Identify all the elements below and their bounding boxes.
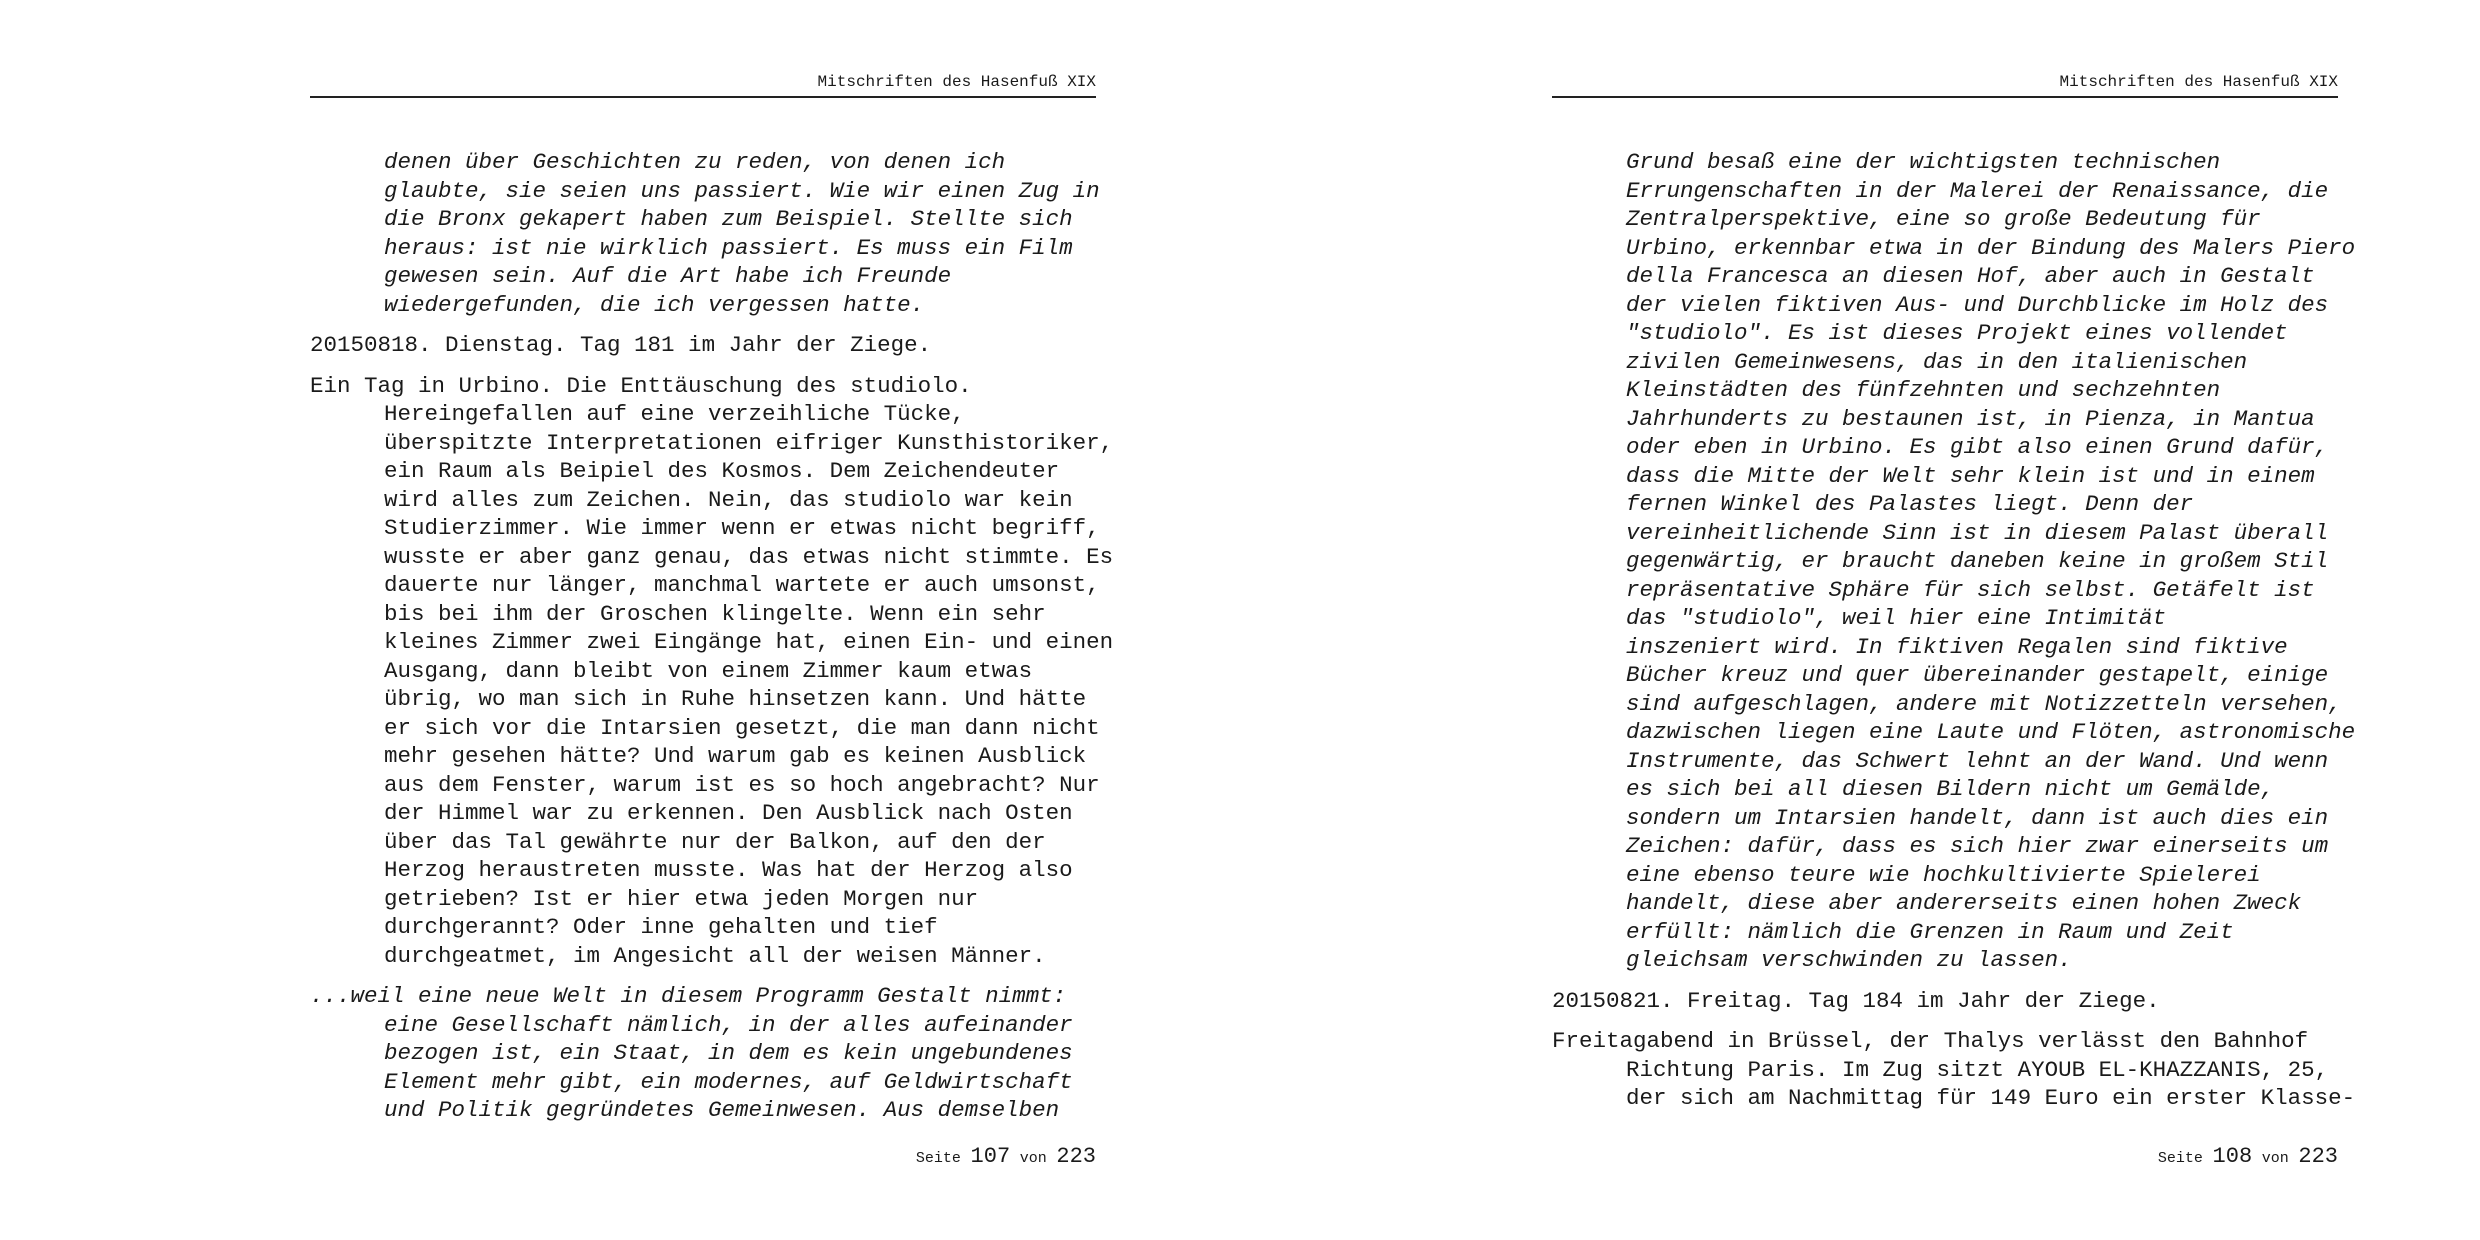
text-line: mehr gesehen hätte? Und warum gab es keinen Ausblick [384,743,1087,769]
text-line: zivilen Gemeinwesens, das in den italienischen [1626,348,2248,375]
page-number: 108 [2212,1144,2253,1169]
text-line: Herzog heraustreten musste. Was hat der Herzog also [384,857,1073,883]
text-line: Kleinstädten des fünfzehnten und sechzehnten [1626,377,2221,403]
text-line: denen über Geschichten zu reden, von denen ich [384,149,1006,175]
footer-von-label: von [1019,1150,1047,1167]
text-line: Urbino, erkennbar etwa in der Bindung des Malers Piero [1626,234,2356,261]
text-line: die Bronx gekapert haben zum Beispiel. Stellte sich [384,206,1073,232]
text-line: eine Gesellschaft nämlich, in der alles aufeinander [384,1011,1073,1038]
paragraph [1552,987,2338,1016]
text-line: wiedergefunden, die ich vergessen hatte. [384,291,925,318]
text-line: kleines Zimmer zwei Eingänge hat, einen Ein- und einen [384,629,1114,655]
text-line: fernen Winkel des Palastes liegt. Denn der [1626,491,2194,517]
text-line: Zeichen: dafür, dass es sich hier zwar einerseits um [1626,833,2329,859]
text-line: glaubte, sie seien uns passiert. Wie wir einen Zug in [384,177,1100,204]
text-line: handelt, diese aber andererseits einen hohen Zweck [1626,890,2302,916]
paragraph [310,331,1096,360]
text-line: wusste er aber ganz genau, das etwas nicht stimmte. Es [384,543,1114,570]
text-line: getrieben? Ist er hier etwa jeden Morgen nur [384,885,979,912]
page-number: 107 [970,1144,1011,1169]
page-footer [1552,1144,2338,1169]
text-line: ...weil eine neue Welt in diesem Programm Gestalt nimmt: [310,983,1067,1009]
text-line: Element mehr gibt, ein modernes, auf Geldwirtschaft [384,1068,1073,1095]
text-line: eine ebenso teure wie hochkultivierte Spielerei [1626,861,2261,888]
paragraph [310,982,1096,1125]
text-line: bis bei ihm der Groschen klingelte. Wenn ein sehr [384,600,1046,627]
paragraph [1552,148,2356,975]
running-header: Mitschriften des Hasenfuß XIX [817,73,1096,91]
paragraph [310,372,1114,971]
text-line: gegenwärtig, er braucht daneben keine in großem Stil [1626,548,2329,574]
page-total: 223 [2298,1144,2338,1169]
text-line: sind aufgeschlagen, andere mit Notizzetteln versehen, [1626,690,2342,717]
header-rule [1552,96,2338,98]
page-body [310,148,1114,1125]
text-line: ein Raum als Beipiel des Kosmos. Dem Zeichendeuter [384,458,1060,484]
text-line: Jahrhunderts zu bestaunen ist, in Pienza, in Mantua [1626,405,2315,432]
text-line: Bücher kreuz und quer übereinander gestapelt, einige [1626,662,2329,688]
text-line: gleichsam verschwinden zu lassen. [1626,947,2072,973]
text-line: wird alles zum Zeichen. Nein, das studiolo war kein [384,486,1073,513]
footer-seite-label: Seite [2157,1150,2203,1167]
text-line: vereinheitlichende Sinn ist in diesem Palast überall [1626,519,2329,546]
text-line: 20150818. Dienstag. Tag 181 im Jahr der Ziege. [310,332,932,358]
text-line: Instrumente, das Schwert lehnt an der Wand. Und wenn [1626,747,2329,774]
text-line: Hereingefallen auf eine verzeihliche Tücke, [384,401,965,427]
paragraph [1552,1027,2356,1113]
text-line: Freitagabend in Brüssel, der Thalys verlässt den Bahnhof [1552,1028,2309,1054]
text-line: Errungenschaften in der Malerei der Renaissance, die [1626,177,2329,204]
text-line: erfüllt: nämlich die Grenzen in Raum und Zeit [1626,918,2234,945]
text-line: Ausgang, dann bleibt von einem Zimmer kaum etwas [384,657,1033,684]
text-line: Zentralperspektive, eine so große Bedeutung für [1626,206,2261,232]
footer-von-label: von [2261,1150,2289,1167]
text-line: dauerte nur länger, manchmal wartete er auch umsonst, [384,572,1100,598]
text-line: der Himmel war zu erkennen. Den Ausblick nach Osten [384,800,1073,826]
text-line: der vielen fiktiven Aus- und Durchblicke im Holz des [1626,291,2329,318]
text-line: inszeniert wird. In fiktiven Regalen sind fiktive [1626,633,2288,660]
text-line: oder eben in Urbino. Es gibt also einen Grund dafür, [1626,434,2329,460]
text-line: 20150821. Freitag. Tag 184 im Jahr der Ziege. [1552,987,2160,1014]
page-total: 223 [1056,1144,1096,1169]
text-line: er sich vor die Intarsien gesetzt, die man dann nicht [384,714,1100,741]
footer-seite-label: Seite [915,1150,961,1167]
text-line: repräsentative Sphäre für sich selbst. Getäfelt ist [1626,576,2315,603]
text-line: überspitzte Interpretationen eifriger Kunsthistoriker, [384,429,1114,456]
text-line: Ein Tag in Urbino. Die Enttäuschung des studiolo. [310,372,972,399]
text-line: dass die Mitte der Welt sehr klein ist und in einem [1626,462,2315,489]
text-line: gewesen sein. Auf die Art habe ich Freunde [384,263,952,289]
page-body [1552,148,2356,1113]
header-rule [310,96,1096,98]
text-line: und Politik gegründetes Gemeinwesen. Aus demselben [384,1097,1060,1123]
text-line: dazwischen liegen eine Laute und Flöten, astronomische [1626,719,2356,745]
text-line: über das Tal gewährte nur der Balkon, auf den der [384,828,1046,855]
paragraph [310,148,1100,319]
text-line: aus dem Fenster, warum ist es so hoch angebracht? Nur [384,771,1100,798]
text-line: bezogen ist, ein Staat, in dem es kein ungebundenes [384,1040,1073,1066]
text-line: heraus: ist nie wirklich passiert. Es muss ein Film [384,234,1073,261]
text-line: durchgerannt? Oder inne gehalten und tief [384,914,938,940]
text-line: sondern um Intarsien handelt, dann ist auch dies ein [1626,804,2329,831]
text-line: es sich bei all diesen Bildern nicht um Gemälde, [1626,776,2275,802]
running-header: Mitschriften des Hasenfuß XIX [2059,73,2338,91]
text-line: "studiolo". Es ist dieses Projekt eines vollendet [1626,320,2288,346]
left-page [310,0,1114,1240]
page-footer [310,1144,1096,1169]
text-line: der sich am Nachmittag für 149 Euro ein erster Klasse- [1626,1085,2356,1111]
right-page [1552,0,2356,1240]
text-line: Grund besaß eine der wichtigsten technischen [1626,149,2221,175]
text-line: das "studiolo", weil hier eine Intimität [1626,605,2167,631]
text-line: della Francesca an diesen Hof, aber auch in Gestalt [1626,263,2315,289]
text-line: durchgeatmet, im Angesicht all der weisen Männer. [384,942,1046,969]
text-line: Studierzimmer. Wie immer wenn er etwas nicht begriff, [384,515,1100,541]
text-line: übrig, wo man sich in Ruhe hinsetzen kann. Und hätte [384,686,1087,712]
text-line: Richtung Paris. Im Zug sitzt AYOUB EL-KHAZZANIS, 25, [1626,1056,2329,1083]
